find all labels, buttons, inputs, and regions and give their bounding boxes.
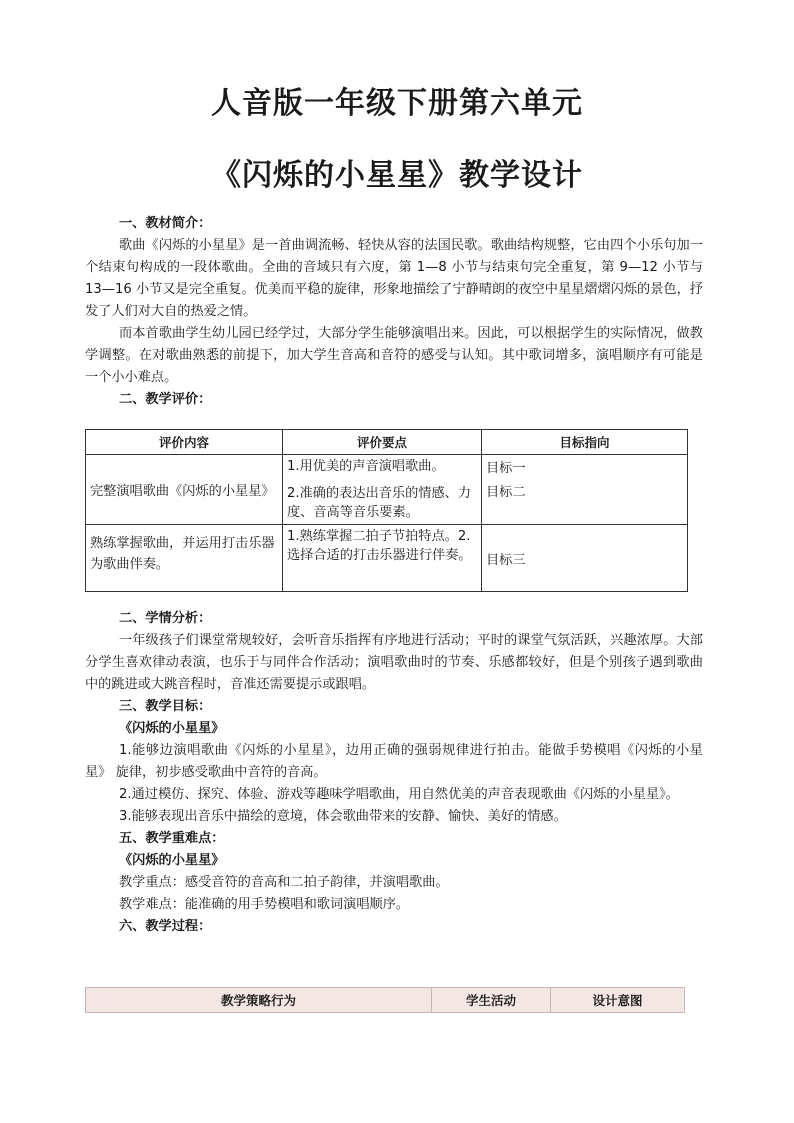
section-analysis — [85, 608, 703, 938]
eval-content-cell: 熟练掌握歌曲，并运用打击乐器为歌曲伴奏。 — [86, 525, 283, 592]
difficult-point: 教学难点：能准确的用手势模唱和歌词演唱顺序。 — [119, 897, 410, 912]
table-header: 设计意图 — [551, 988, 685, 1013]
paragraph: 而本首歌曲学生幼儿园已经学过，大部分学生能够演唱出来。因此，可以根据学生的实际情况，做教学调整。在对歌曲熟悉的前提下，加大学生音高和音符的感受与认知。其中歌词增多，演唱顺序有可能是一个小小难点。 — [85, 326, 703, 385]
key-point: 教学重点：感受音符的音高和二拍子韵律，并演唱歌曲。 — [119, 875, 449, 890]
eval-points-cell: 1.熟练掌握二拍子节拍特点。2.选择合适的打击乐器进行伴奏。 — [283, 525, 482, 592]
table-header-row — [86, 988, 685, 1013]
eval-content-cell: 完整演唱歌曲《闪烁的小星星》 — [86, 455, 283, 525]
table-header: 评价内容 — [86, 430, 283, 455]
paragraph: 歌曲《闪烁的小星星》是一首曲调流畅、轻快从容的法国民歌。歌曲结构规整，它由四个小乐句加一个结束句构成的一段体歌曲。全曲的音域只有六度，第 1—8 小节与结束句完全重复，第 9—12 小节与 13—16 小节又是完全重复。优美而平稳的旋律，形象地描绘了宁静晴朗的夜空中星星熠熠闪烁的景色，抒发了人们对大自的热爱之情。 — [85, 238, 703, 319]
eval-point: 1.用优美的声音演唱歌曲。 — [287, 459, 445, 474]
eval-point: 2.准确的表达出音乐的情感、力度、音高等音乐要素。 — [287, 486, 472, 520]
paragraph: 一年级孩子们课堂常规较好，会听音乐指挥有序地进行活动；平时的课堂气氛活跃，兴趣浓厚。大部分学生喜欢律动表演，也乐于与同伴合作活动；演唱歌曲时的节奏、乐感都较好，但是个别孩子遇到歌曲中的跳进或大跳音程时，音准还需要提示或跟唱。 — [85, 633, 703, 692]
process-table — [85, 987, 685, 1013]
section-heading: 二、学情分析： — [119, 611, 212, 626]
section-heading: 一、教材简介： — [119, 216, 212, 231]
table-row — [86, 455, 688, 525]
eval-points-cell — [283, 455, 482, 525]
eval-target: 目标二 — [486, 485, 526, 500]
eval-target: 目标一 — [486, 461, 526, 476]
section-heading: 五、教学重难点： — [119, 831, 225, 846]
goal-item: 3.能够表现出音乐中描绘的意境，体会歌曲带来的安静、愉快、美好的情感。 — [119, 809, 567, 824]
eval-target-cell — [482, 455, 688, 525]
table-row — [86, 525, 688, 592]
section-intro — [85, 213, 703, 411]
table-header: 学生活动 — [432, 988, 551, 1013]
table-header: 评价要点 — [283, 430, 482, 455]
song-subtitle: 《闪烁的小星星》 — [119, 721, 225, 736]
section-heading: 二、教学评价： — [119, 392, 212, 407]
eval-target-cell: 目标三 — [482, 525, 688, 592]
goal-item: 1.能够边演唱歌曲《闪烁的小星星》，边用正确的强弱规律进行拍击。能做手势模唱《闪烁的小星星》 旋律，初步感受歌曲中音符的音高。 — [85, 743, 703, 780]
document-title-line1: 人音版一年级下册第六单元 — [211, 86, 583, 121]
section-heading: 六、教学过程： — [119, 919, 212, 934]
goal-item: 2.通过模仿、探究、体验、游戏等趣味学唱歌曲，用自然优美的声音表现歌曲《闪烁的小星星》。 — [119, 787, 679, 802]
evaluation-table — [85, 429, 688, 592]
table-header: 教学策略行为 — [86, 988, 432, 1013]
section-heading: 三、教学目标： — [119, 699, 212, 714]
document-title-line2: 《闪烁的小星星》教学设计 — [211, 158, 583, 193]
table-header-row — [86, 430, 688, 455]
song-subtitle: 《闪烁的小星星》 — [119, 853, 225, 868]
table-header: 目标指向 — [482, 430, 688, 455]
